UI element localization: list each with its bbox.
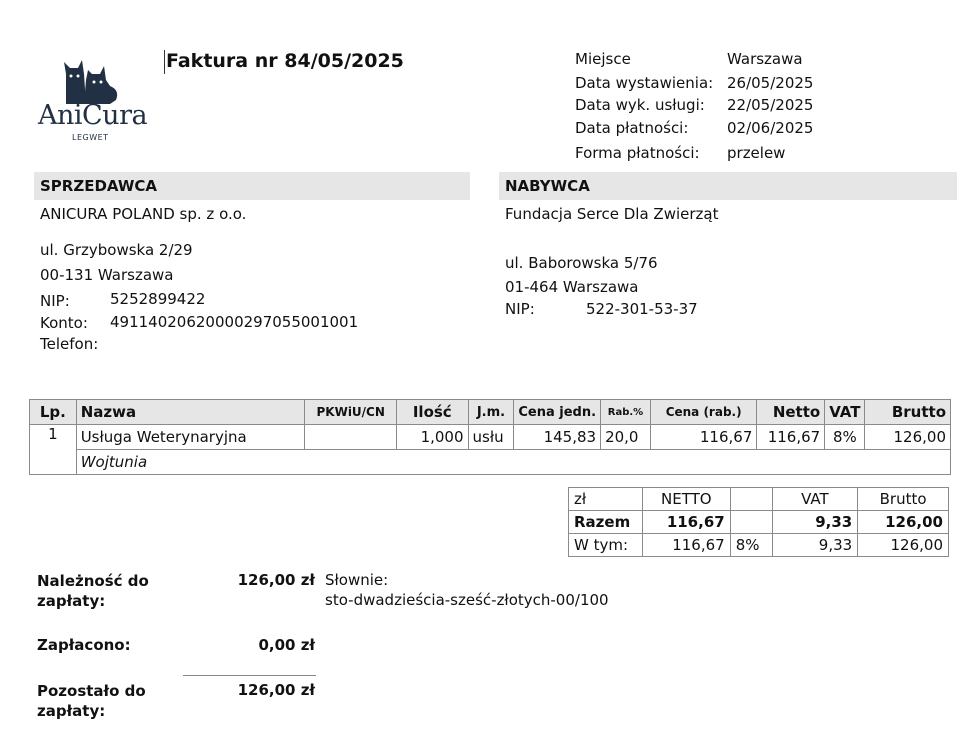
seller-konto: 49114020620000297055001001 xyxy=(110,313,359,331)
meta-label: Forma płatności: xyxy=(575,144,700,162)
meta-value: przelew xyxy=(727,144,786,162)
meta-label: Data płatności: xyxy=(575,119,689,137)
col-nazwa: Nazwa xyxy=(76,400,305,425)
buyer-city: 01-464 Warszawa xyxy=(505,278,639,296)
buyer-name: Fundacja Serce Dla Zwierząt xyxy=(505,205,719,223)
seller-nip: 5252899422 xyxy=(110,290,206,308)
buyer-nip-label: NIP: xyxy=(505,300,535,318)
sum-wtym-rate: 8% xyxy=(730,534,772,557)
sum-razem-brutto: 126,00 xyxy=(858,511,949,534)
sum-wtym-brutto: 126,00 xyxy=(858,534,949,557)
item-ilosc: 1,000 xyxy=(397,425,469,450)
logo-name: AniCura xyxy=(38,100,148,131)
due-value: 126,00 zł xyxy=(237,571,315,589)
item-netto: 116,67 xyxy=(757,425,825,450)
col-netto: Netto xyxy=(757,400,825,425)
col-pkwiu: PKWiU/CN xyxy=(305,400,397,425)
paid-label: Zapłacono: xyxy=(37,636,131,654)
sum-head-vat: VAT xyxy=(772,488,858,511)
invoice-title: Faktura nr 84/05/2025 xyxy=(166,50,404,72)
seller-konto-label: Konto: xyxy=(40,314,88,332)
item-pkwiu xyxy=(305,425,397,450)
buyer-street: ul. Baborowska 5/76 xyxy=(505,254,658,272)
seller-telefon-label: Telefon: xyxy=(40,335,99,353)
table-row xyxy=(30,425,951,450)
item-nazwa: Usługa Weterynaryjna xyxy=(76,425,305,450)
meta-value: 26/05/2025 xyxy=(727,74,814,92)
meta-value: 22/05/2025 xyxy=(727,96,814,114)
summary-total-row xyxy=(569,511,949,534)
meta-value: Warszawa xyxy=(727,50,803,68)
col-lp: Lp. xyxy=(30,400,77,425)
buyer-header: NABYWCA xyxy=(499,172,957,200)
item-lp: 1 xyxy=(30,425,77,475)
item-vat: 8% xyxy=(825,425,865,450)
divider xyxy=(183,675,316,676)
sum-razem-label: Razem xyxy=(569,511,643,534)
buyer-nip: 522-301-53-37 xyxy=(586,300,698,318)
sum-razem-rate xyxy=(730,511,772,534)
sum-head-currency: zł xyxy=(569,488,643,511)
summary-breakdown-row xyxy=(569,534,949,557)
col-cena-rab: Cena (rab.) xyxy=(650,400,756,425)
sum-wtym-label: W tym: xyxy=(569,534,643,557)
meta-value: 02/06/2025 xyxy=(727,119,814,137)
due-label: Należność do zapłaty: xyxy=(37,572,149,610)
item-brutto: 126,00 xyxy=(865,425,951,450)
summary-table xyxy=(568,487,949,557)
meta-label: Miejsce xyxy=(575,50,631,68)
col-brutto: Brutto xyxy=(865,400,951,425)
col-cena: Cena jedn. xyxy=(514,400,601,425)
item-jm: usłu xyxy=(468,425,514,450)
col-ilosc: Ilość xyxy=(397,400,469,425)
seller-name: ANICURA POLAND sp. z o.o. xyxy=(40,205,247,223)
item-cena: 145,83 xyxy=(514,425,601,450)
table-row-note xyxy=(30,450,951,475)
sum-head-rate xyxy=(730,488,772,511)
item-note: Wojtunia xyxy=(76,450,950,475)
sum-razem-netto: 116,67 xyxy=(642,511,730,534)
sum-wtym-vat: 9,33 xyxy=(772,534,858,557)
item-rab: 20,0 xyxy=(601,425,651,450)
items-table xyxy=(29,399,951,475)
cat-logo-icon xyxy=(60,56,122,104)
logo-sub: LEGWET xyxy=(72,133,109,142)
seller-header: SPRZEDAWCA xyxy=(34,172,470,200)
col-jm: J.m. xyxy=(468,400,514,425)
item-cena-rab: 116,67 xyxy=(650,425,756,450)
summary-header-row xyxy=(569,488,949,511)
meta-label: Data wystawienia: xyxy=(575,74,714,92)
sum-wtym-netto: 116,67 xyxy=(642,534,730,557)
paid-value: 0,00 zł xyxy=(258,636,315,654)
sum-razem-vat: 9,33 xyxy=(772,511,858,534)
meta-label: Data wyk. usługi: xyxy=(575,96,705,114)
seller-street: ul. Grzybowska 2/29 xyxy=(40,241,193,259)
sum-head-netto: NETTO xyxy=(642,488,730,511)
items-header-row xyxy=(30,400,951,425)
col-rab: Rab.% xyxy=(601,400,651,425)
words-label: Słownie: xyxy=(325,571,389,589)
sum-head-brutto: Brutto xyxy=(858,488,949,511)
amount-in-words: sto-dwadzieścia-sześć-złotych-00/100 xyxy=(325,591,609,609)
remaining-label: Pozostało do zapłaty: xyxy=(37,682,146,720)
seller-city: 00-131 Warszawa xyxy=(40,266,174,284)
col-vat: VAT xyxy=(825,400,865,425)
seller-nip-label: NIP: xyxy=(40,292,70,310)
remaining-value: 126,00 zł xyxy=(237,681,315,699)
